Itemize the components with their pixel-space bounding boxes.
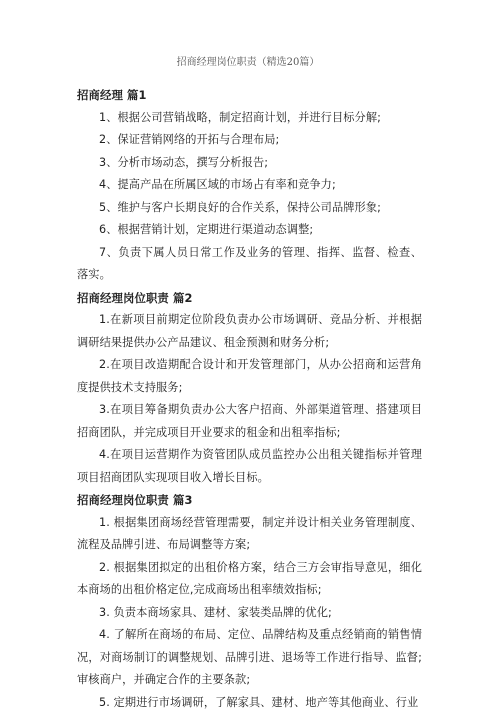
list-item: 1. 根据集团商场经营管理需要，制定并设计相关业务管理制度、流程及品牌引进、布局调整等方案; [77,512,422,557]
list-item: 3.在项目筹备期负责办公大客户招商、外部渠道管理、搭建项目招商团队，并完成项目开业要求的租金和出租率指标; [77,399,422,444]
list-item: 5、维护与客户长期良好的合作关系，保持公司品牌形象; [77,197,422,220]
list-item: 1、根据公司营销战略，制定招商计划，并进行目标分解; [77,107,422,130]
list-item: 5. 定期进行市场调研，了解家具、建材、地产等其他商业、行业 [77,692,422,714]
list-item: 2. 根据集团拟定的出租价格方案，结合三方会审指导意见，细化本商场的出租价格定位,完成商场出租率绩效指标; [77,557,422,602]
list-item: 4.在项目运营期作为资管团队成员监控办公出租关键指标并管理项目招商团队实现项目收入增长目标。 [77,444,422,489]
list-item: 1.在新项目前期定位阶段负责办公市场调研、竞品分析、并根据调研结果提供办公产品建议、租金预测和财务分析; [77,309,422,354]
list-item: 2、保证营销网络的开拓与合理布局; [77,129,422,152]
list-item: 3. 负责本商场家具、建材、家装类品牌的优化; [77,602,422,625]
document-title: 招商经理岗位职责（精选20篇） [0,53,496,68]
list-item: 4. 了解所在商场的布局、定位、品牌结构及重点经销商的销售情况，对商场制订的调整规划、品牌引进、退场等工作进行指导、监督;审核商户，并确定合作的主要条款; [77,624,422,692]
section-3 [77,489,422,714]
list-item: 7、负责下属人员日常工作及业务的管理、指挥、监督、检查、落实。 [77,242,422,287]
section-heading: 招商经理岗位职责 篇2 [77,287,422,310]
list-item: 6、根据营销计划，定期进行渠道动态调整; [77,219,422,242]
section-heading: 招商经理岗位职责 篇3 [77,489,422,512]
list-item: 3、分析市场动态，撰写分析报告; [77,152,422,175]
list-item: 4、提高产品在所属区域的市场占有率和竞争力; [77,174,422,197]
section-2 [77,287,422,490]
section-heading: 招商经理 篇1 [77,84,422,107]
section-1 [77,84,422,287]
document-body [77,84,422,714]
list-item: 2.在项目改造期配合设计和开发管理部门，从办公招商和运营角度提供技术支持服务; [77,354,422,399]
